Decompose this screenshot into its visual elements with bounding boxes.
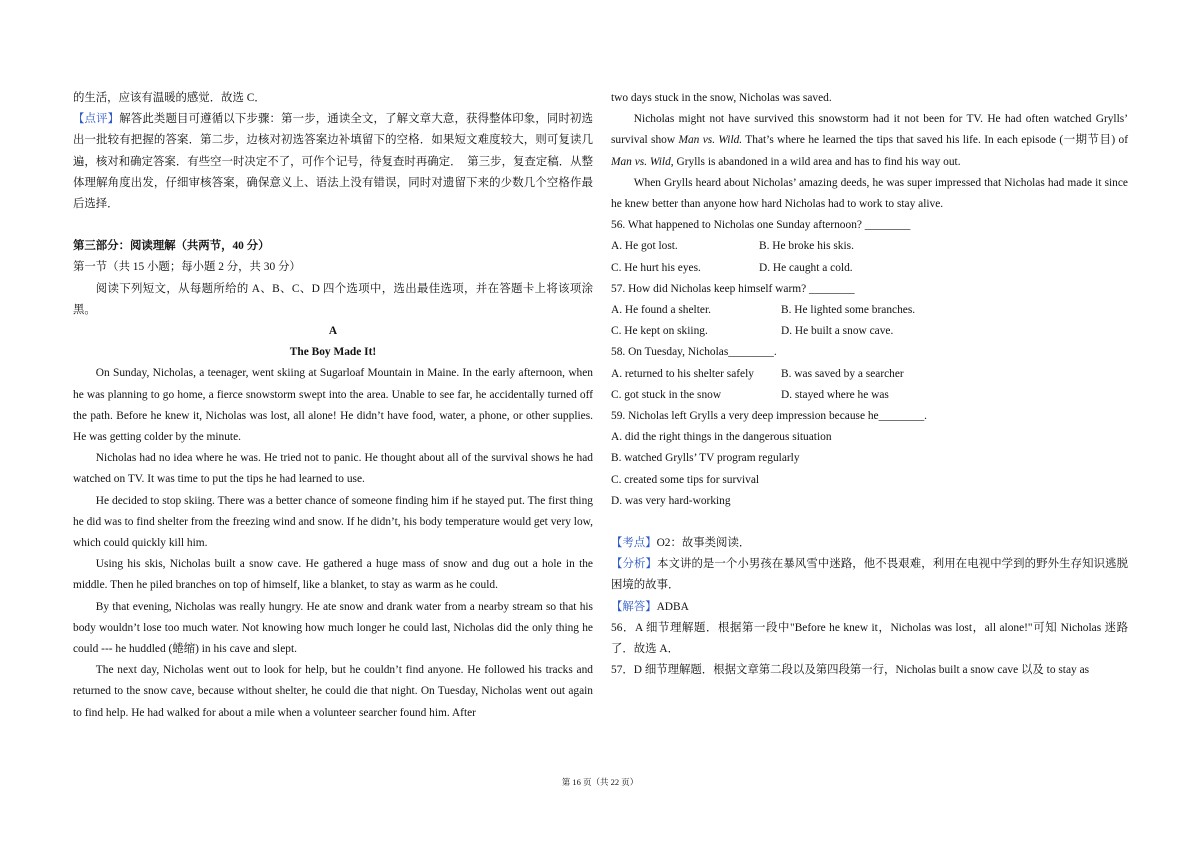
passage-paragraph-4: Using his skis, Nicholas built a snow cave. He gathered a huge mass of snow and dug out a hole in the middle. Then he piled branches on top of himself, like a blanket, to stay as warm as he could. bbox=[73, 558, 593, 592]
option-56-d: D. He caught a cold. bbox=[759, 261, 853, 274]
page-number-footer: 第 16 页（共 22 页） bbox=[561, 777, 639, 787]
option-58-c: C. got stuck in the snow bbox=[611, 388, 722, 401]
fenxi-tag: 【分析】 bbox=[611, 558, 657, 571]
option-57-a: A. He found a shelter. bbox=[611, 304, 711, 317]
jieda-text: ADBA bbox=[656, 600, 689, 613]
option-56-b: B. He broke his skis. bbox=[759, 240, 854, 253]
option-56-c: C. He hurt his eyes. bbox=[611, 261, 701, 274]
paragraph-7-part-3: , Grylls is abandoned in a wild area and has to find his way out. bbox=[670, 155, 961, 168]
option-59-d: D. was very hard-working bbox=[611, 494, 731, 507]
option-58-a: A. returned to his shelter safely bbox=[611, 367, 754, 380]
passage-letter: A bbox=[328, 325, 338, 338]
question-56-options-row-2 bbox=[611, 258, 1128, 279]
option-58-b: B. was saved by a searcher bbox=[781, 367, 904, 380]
passage-paragraph-5: By that evening, Nicholas was really hungry. He ate snow and drank water from a nearby stream so that his body wouldn’t lose too much water. Not knowing how much longer he could last, Nicholas did the only thing he could --- he huddled (蜷缩) in his cave and slept. bbox=[73, 600, 593, 656]
question-57: 57. How did Nicholas keep himself warm? ________ bbox=[611, 282, 855, 295]
section-subtitle: 第一节（共 15 小题；每小题 2 分，共 30 分） bbox=[73, 261, 301, 274]
fenxi-paragraph bbox=[611, 554, 1128, 596]
jieda-tag: 【解答】 bbox=[611, 600, 657, 613]
question-58-options-row-2 bbox=[611, 385, 1128, 406]
prev-answer-line: 的生活，应该有温暖的感觉．故选 C． bbox=[73, 92, 266, 104]
passage-paragraph-8: When Grylls heard about Nicholas’ amazing deeds, he was super impressed that Nicholas had made it since he knew better than anyone how hard Nicholas had to work to stay alive. bbox=[611, 176, 1128, 211]
paragraph-7-part-1: Nicholas might not have survived this snowstorm had it not been for TV. He had often watched Grylls’ survival show bbox=[611, 113, 1128, 147]
left-column bbox=[73, 88, 593, 724]
option-57-c: C. He kept on skiing. bbox=[611, 325, 708, 338]
question-56: 56. What happened to Nicholas one Sunday afternoon? ________ bbox=[611, 219, 911, 232]
option-59-b: B. watched Grylls’ TV program regularly bbox=[611, 452, 800, 465]
question-59: 59. Nicholas left Grylls a very deep impression because he________. bbox=[611, 410, 928, 423]
question-58-options-row-1 bbox=[611, 364, 1128, 385]
jieda-line bbox=[611, 597, 1128, 618]
question-56-options-row-1 bbox=[611, 236, 1128, 257]
kaodian-line bbox=[611, 533, 1128, 554]
option-57-b: B. He lighted some branches. bbox=[781, 304, 916, 317]
paragraph-7-part-2: That’s where he learned the tips that saved his life. In each episode (一期节目) of bbox=[742, 134, 1128, 147]
kaodian-text: O2：故事类阅读． bbox=[656, 537, 751, 550]
comment-text: 解答此类题目可遵循以下步骤：第一步，通读全文，了解文章大意，获得整体印象，同时初选出一批较有把握的答案．第二步，边核对初选答案边补填留下的空格．如果短文难度较大，则可复读几遍，核对和确定答案．有些空一时决定不了，可作个记号，待复查时再确定． 第三步，复查定稿．从整体理解角度出发，仔细审核答案，确保意义上、语法上没有错误，同时对遗留下来的少数几个空格作最后选择． bbox=[73, 113, 593, 211]
comment-tag: 【点评】 bbox=[73, 113, 120, 126]
show-title-1: Man vs. Wild. bbox=[678, 134, 743, 147]
comment-paragraph bbox=[73, 109, 593, 215]
question-57-options-row-2 bbox=[611, 321, 1128, 342]
fenxi-text: 本文讲的是一个小男孩在暴风雪中迷路，他不畏艰难，利用在电视中学到的野外生存知识逃脱困境的故事． bbox=[611, 558, 1128, 592]
answer-56-explanation: 56．A 细节理解题．根据第一段中"Before he knew it，Nicholas was lost，all alone!"可知 Nicholas 迷路了．故选 A． bbox=[611, 621, 1128, 656]
show-title-2: Man vs. Wild bbox=[611, 155, 671, 168]
passage-title: The Boy Made It! bbox=[289, 346, 377, 359]
option-58-d: D. stayed where he was bbox=[781, 388, 889, 401]
question-57-options-row-1 bbox=[611, 300, 1128, 321]
passage-paragraph-1: On Sunday, Nicholas, a teenager, went skiing at Sugarloaf Mountain in Maine. In the early afternoon, when he was planning to go home, a fierce snowstorm swept into the area. Unable to see far, he accidentally turned off the path. Before he knew it, Nicholas was lost, all alone! He didn’t have food, water, a phone, or other supplies. He was getting colder by the minute. bbox=[73, 367, 593, 444]
right-column bbox=[611, 88, 1128, 681]
option-57-d: D. He built a snow cave. bbox=[781, 325, 894, 338]
option-56-a: A. He got lost. bbox=[611, 240, 678, 253]
kaodian-tag: 【考点】 bbox=[611, 537, 657, 550]
option-59-a: A. did the right things in the dangerous situation bbox=[611, 431, 832, 444]
passage-paragraph-7 bbox=[611, 109, 1128, 173]
section-title: 第三部分：阅读理解（共两节，40 分） bbox=[73, 240, 270, 253]
answer-57-explanation: 57．D 细节理解题．根据文章第二段以及第四段第一行，Nicholas built a snow cave 以及 to stay as bbox=[611, 664, 1090, 677]
passage-paragraph-3: He decided to stop skiing. There was a better chance of someone finding him if he stayed put. The first thing he did was to find shelter from the freezing wind and snow. If he didn’t, his body temperature would get very low, which could quickly kill him. bbox=[73, 494, 593, 550]
passage-paragraph-2: Nicholas had no idea where he was. He tried not to panic. He thought about all of the survival shows he had watched on TV. It was time to put the tips he had learned to use. bbox=[73, 452, 593, 486]
passage-continuation: two days stuck in the snow, Nicholas was saved. bbox=[611, 92, 832, 104]
option-59-c: C. created some tips for survival bbox=[611, 473, 760, 486]
reading-instruction: 阅读下列短文，从每题所给的 A、B、C、D 四个选项中，选出最佳选项，并在答题卡上将该项涂黑。 bbox=[73, 282, 593, 316]
passage-paragraph-6: The next day, Nicholas went out to look for help, but he couldn’t find anyone. He followed his tracks and returned to the snow cave, because without shelter, he could die that night. On Tuesday, Nicholas went out again to find help. He had walked for about a mile when a volunteer searcher found him. After bbox=[73, 664, 593, 719]
question-58: 58. On Tuesday, Nicholas________. bbox=[611, 346, 777, 359]
